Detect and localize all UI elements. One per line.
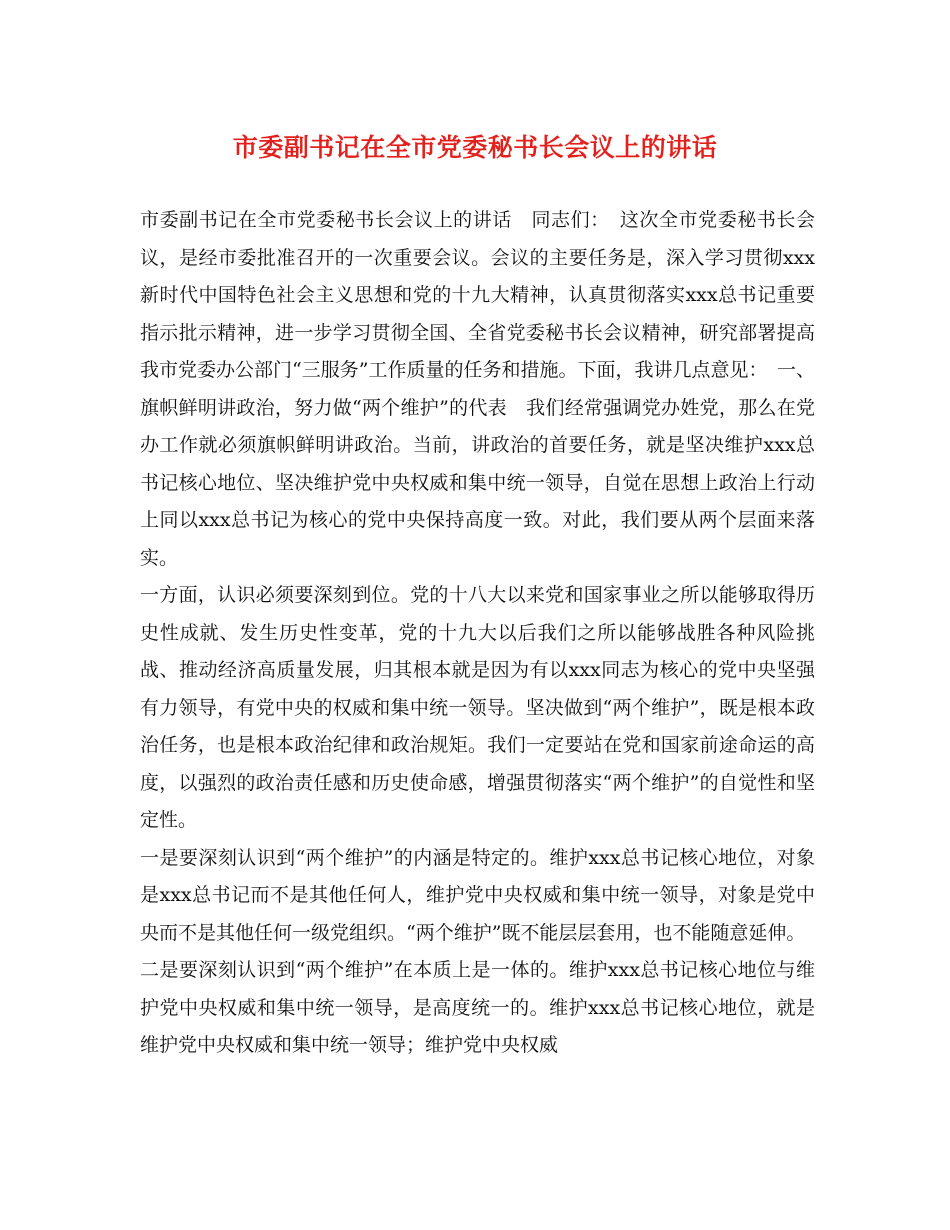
document-title: 市委副书记在全市党委秘书长会议上的讲话	[232, 133, 718, 162]
paragraph-1: 市委副书记在全市党委秘书长会议上的讲话 同志们： 这次全市党委秘书长会议，是经市委批准召开的一次重要会议。会议的主要任务是，深入学习贯彻xxx新时代中国特色社会主义思想和党的十九大精神，认真贯彻落实xxx总书记重要指示批示精神，进一步学习贯彻全国、全省党委秘书长会议精神，研究部署提高我市党委办公部门“三服务”工作质量的任务和措施。下面，我讲几点意见： 一、旗帜鲜明讲政治，努力做“两个维护”的代表 我们经常强调党办姓党，那么在党办工作就必须旗帜鲜明讲政治。当前，讲政治的首要任务，就是坚决维护xxx总书记核心地位、坚决维护党中央权威和集中统一领导，自觉在思想上政治上行动上同以xxx总书记为核心的党中央保持高度一致。对此，我们要从两个层面来落实。	[140, 209, 815, 569]
document-body	[140, 202, 815, 1065]
paragraph-4: 二是要深刻认识到“两个维护”在本质上是一体的。维护xxx总书记核心地位与维护党中央权威和集中统一领导，是高度统一的。维护xxx总书记核心地位，就是维护党中央权威和集中统一领导；维护党中央权威	[140, 959, 815, 1056]
paragraph-2: 一方面，认识必须要深刻到位。党的十八大以来党和国家事业之所以能够取得历史性成就、发生历史性变革，党的十九大以后我们之所以能够战胜各种风险挑战、推动经济高质量发展，归其根本就是因为有以xxx同志为核心的党中央坚强有力领导，有党中央的权威和集中统一领导。坚决做到“两个维护”，既是根本政治任务，也是根本政治纪律和政治规矩。我们一定要站在党和国家前途命运的高度，以强烈的政治责任感和历史使命感，增强贯彻落实“两个维护”的自觉性和坚定性。	[140, 584, 815, 831]
paragraph-3: 一是要深刻认识到“两个维护”的内涵是特定的。维护xxx总书记核心地位，对象是xxx总书记而不是其他任何人，维护党中央权威和集中统一领导，对象是党中央而不是其他任何一级党组织。“两个维护”既不能层层套用，也不能随意延伸。	[140, 846, 815, 944]
